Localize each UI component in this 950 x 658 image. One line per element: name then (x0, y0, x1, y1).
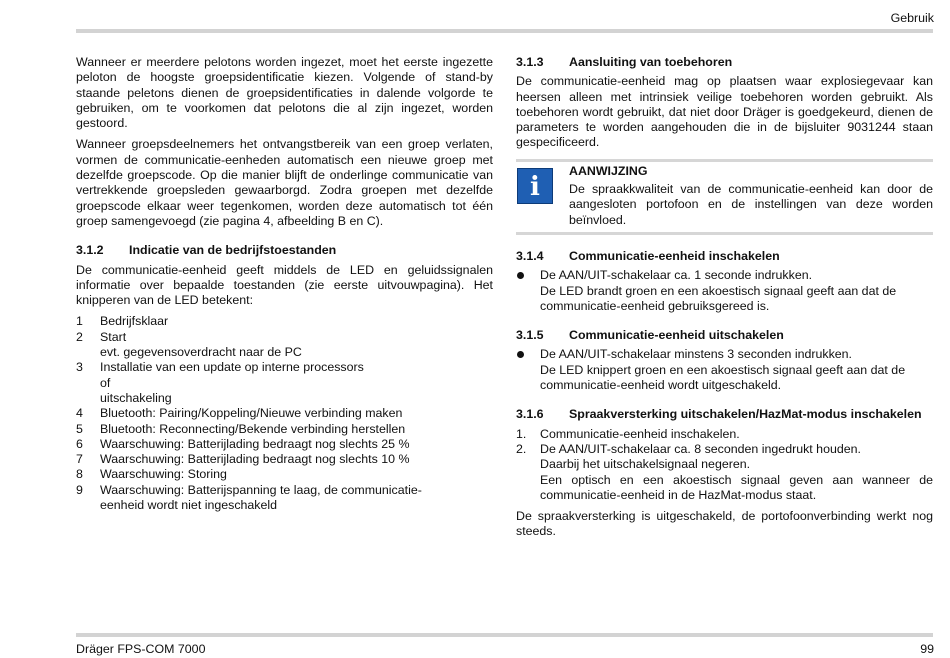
section-number: 3.1.2 (76, 243, 104, 258)
paragraph-amplification-off: De spraakversterking is uitgeschakeld, de portofoonverbinding werkt nog steeds. (516, 509, 933, 539)
note-box (516, 159, 933, 235)
list-item: 4 Bluetooth: Pairing/Koppeling/Nieuwe verbinding maken (76, 406, 403, 421)
header-section-label: Gebruik (890, 11, 934, 25)
paragraph-accessories: De communicatie-eenheid mag op plaatsen waar explosiegevaar kan heersen alleen met intrinsiek veilige toebehoren worden gebruikt. Als toebehoren wordt gebruikt, dat niet door Dräger is goedgekeurd, dienen de parameters te worden aangehouden die in de bijsluiter 9031244 staan gespecificeerd. (516, 74, 933, 150)
section-number: 3.1.5 (516, 328, 544, 343)
section-heading-3-1-5 (516, 328, 933, 343)
paragraph-led-info: De communicatie-eenheid geeft middels de LED en geluidssignalen informatie over bepaalde toestanden (zie eerste uitvouwpagina). Het knipperen van de LED betekent: (76, 262, 493, 308)
section-number: 3.1.6 (516, 407, 544, 422)
list-item: 2 Start evt. gegevensoverdracht naar de PC (76, 329, 302, 360)
page-number: 99 (920, 642, 934, 656)
list-item: 2. De AAN/UIT-schakelaar ca. 8 seconden ingedrukt houden. Daarbij het uitschakelsignaal negeren. Een optisch en een akoestisch signaal geven aan wanneer de communicatie-eenheid in de HazMat-modus staat. (516, 441, 933, 502)
bullet-list (516, 347, 933, 393)
left-column (76, 55, 493, 513)
list-item: 7 Waarschuwing: Batterijlading bedraagt nog slechts 10 % (76, 452, 410, 467)
list-item: 5 Bluetooth: Reconnecting/Bekende verbinding herstellen (76, 421, 406, 436)
list-item: 9 Waarschuwing: Batterijspanning te laag, de communicatie- eenheid wordt niet ingeschakeld (76, 482, 422, 513)
section-title: Spraakversterking uitschakelen/HazMat-modus inschakelen (569, 407, 922, 422)
section-heading-3-1-3 (516, 55, 933, 70)
bullet-list (516, 268, 933, 314)
section-title: Indicatie van de bedrijfstoestanden (129, 243, 337, 258)
footer-product-title: Dräger FPS-COM 7000 (76, 642, 206, 656)
section-heading-3-1-4 (516, 249, 933, 264)
list-item: 8 Waarschuwing: Storing (76, 467, 227, 482)
led-status-list (76, 314, 493, 513)
header-rule (76, 29, 933, 33)
bullet-icon (517, 351, 524, 358)
paragraph-pelotons: Wanneer er meerdere pelotons worden ingezet, moet het eerste ingezette peloton de hoogste groepsidentificatie kiezen. Volgende of stand-by staande peletons dienen de groepsidentificaties in dalende volgorde te gebruiken, om te voorkomen dat pelotons die al zijn ingezet, worden gestoord. (76, 55, 493, 131)
list-item: 1. Communicatie-eenheid inschakelen. (516, 426, 740, 441)
list-item: De AAN/UIT-schakelaar ca. 1 seconde indrukken. De LED brandt groen en een akoestisch signaal geeft aan dat de communicatie-eenheid gebruiksgereed is. (516, 268, 933, 314)
list-item: 3 Installatie van een update op interne processors of uitschakeling (76, 360, 364, 405)
section-title: Communicatie-eenheid uitschakelen (569, 328, 784, 343)
note-text: De spraakkwaliteit van de communicatie-eenheid kan door de aangesloten portofoon en de instellingen van deze worden beïnvloed. (569, 182, 933, 227)
list-item: 6 Waarschuwing: Batterijlading bedraagt nog slechts 25 % (76, 436, 410, 451)
info-icon: i (517, 168, 553, 204)
list-item: De AAN/UIT-schakelaar minstens 3 seconden indrukken. De LED knippert groen en een akoestisch signaal geeft aan dat de communicatie-eenheid wordt uitgeschakeld. (516, 347, 933, 393)
section-number: 3.1.4 (516, 248, 544, 263)
list-item: 1 Bedrijfsklaar (76, 314, 169, 329)
steps-list (516, 427, 933, 503)
bullet-icon (517, 272, 524, 279)
right-column (516, 55, 933, 546)
footer-rule (76, 633, 933, 637)
note-heading: AANWIJZING (569, 163, 648, 178)
section-title: Aansluiting van toebehoren (569, 55, 733, 69)
paragraph-group-participants: Wanneer groepsdeelnemers het ontvangstbereik van een groep verlaten, vormen de communicatie-eenheden automatisch een nieuwe groep met dezelfde groepscode. Op die manier blijft de onderlinge communicatie van vertrekkende groepsleden gewaarborgd. Zodra groepen met dezelfde groepscode elkaar weer tegenkomen, worden deze automatisch tot één groep samengevoegd (zie pagina 4, afbeelding B en C). (76, 137, 493, 228)
section-heading-3-1-2 (76, 243, 493, 258)
section-heading-3-1-6 (516, 407, 933, 422)
section-number: 3.1.3 (516, 55, 544, 69)
section-title: Communicatie-eenheid inschakelen (569, 248, 780, 263)
